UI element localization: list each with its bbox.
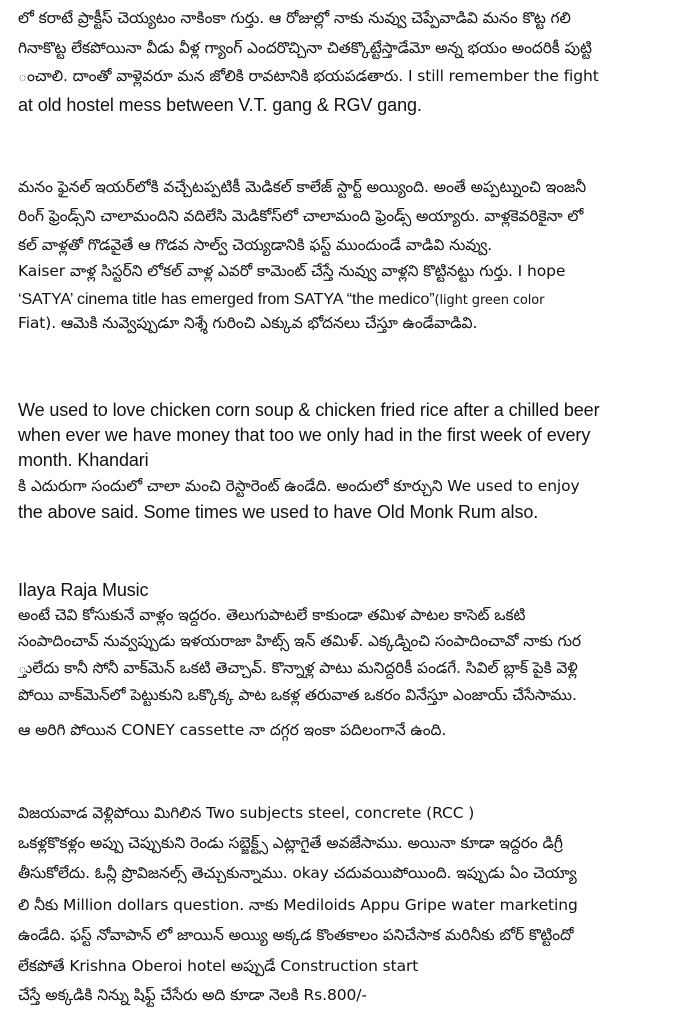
text-line: పోయి వాక్‌మెన్‌లో పెట్టుకుని ఒక్కొక్క పాట ఒకళ్ల తరువాత ఒకరం వినేస్తూ ఎంజాయ్ చేసేసాము. — [18, 686, 577, 704]
text-line: రింగ్ ఫ్రెండ్స్‌ని చాలామందిని వదిలేసి మెడికోస్‌లో చాలామంది ఫ్రెండ్స్ అయ్యారు. వాళ్లకెవరికైనా లో — [18, 207, 584, 225]
text-line: తీసుకోలేదు. ఓన్లీ ప్రొవిజనల్స్ తెచ్చుకున్నాము. okay చదువయిపోయింది. ఇప్పుడు ఏం చెయ్యా — [18, 864, 577, 882]
text-line: లేకపోతే Krishna Oberoi hotel అప్పుడే Construction start — [18, 957, 419, 975]
satya-text: ‘SATYA’ cinema title has emerged from SATYA “the medico” — [18, 291, 435, 308]
small-note: (light green color — [434, 293, 545, 308]
text-line: సంపాదించావ్ నువ్వప్పుడు ఇళయరాజా హిట్స్ ఇన్ తమిళ్. ఎక్కడ్నించి సంపాదించావో నాకు గుర — [18, 632, 581, 650]
text-line: లి నీకు Million dollars question. నాకు Mediloids Appu Gripe water marketing — [18, 896, 578, 914]
text-line: We used to love chicken corn soup & chicken fried rice after a chilled beer — [18, 400, 600, 420]
text-line: ్తులేదు కానీ సోనీ వాక్‌మెన్ ఒకటి తెచ్చావ్. కొన్నాళ్ల పాటు మనిద్దరికీ పండగే. సివిల్ బ్లాక్ పైకి వెళ్లి — [18, 659, 578, 677]
text-line: Fiat). ఆమెకి నువ్వెప్పుడూ నిశ్శే గురించి ఎక్కువ భోదనలు చేస్తూ ఉండేవాడివి. — [18, 314, 478, 332]
text-line: మనం ఫైనల్ ఇయర్‌లోకి వచ్చేటప్పటికీ మెడికల్ కాలేజ్ స్టార్ట్ అయ్యింది. అంతే అప్పట్నుంచి ఇంజనీ — [18, 178, 587, 196]
text-line: ఆ అరిగి పోయిన CONEY cassette నా దగ్గర ఇంకా పదిలంగానే ఉంది. — [18, 721, 447, 739]
text-line: when ever we have money that too we only had in the first week of every — [18, 425, 591, 445]
text-line: at old hostel mess between V.T. gang & RGV gang. — [18, 95, 422, 115]
text-line: చేస్తే అక్కడికి నిన్ను షిఫ్ట్ చేసేరు అది కూడా నెలకి Rs.800/- — [18, 986, 367, 1004]
text-line — [18, 287, 663, 313]
text-line: the above said. Some times we used to have Old Monk Rum also. — [18, 502, 539, 522]
text-line: ఒకళ్లకొకళ్లం అప్పు చెప్పుకుని రెండు సబ్జెక్ట్స్ ఎట్లాగైతే అవజేసాము. అయినా కూడా ఇద్దరం డిగ్రీ — [18, 834, 563, 852]
text-line: కల్ వాళ్లతో గొడవైతే ఆ గొడవ సాల్వ్ చెయ్యడానికి ఫస్ట్ ముందుండే వాడివి నువ్వు. — [18, 236, 493, 254]
text-line: month. Khandari — [18, 450, 149, 470]
text-line: అంటే చెవి కోసుకునే వాళ్లం ఇద్దరం. తెలుగుపాటలే కాకుండా తమిళ పాటల కాసెట్ ఒకటి — [18, 606, 526, 624]
text-line: కి ఎదురుగా సందులో చాలా మంచి రెస్టారెంట్ ఉండేది. అందులో కూర్చుని We used to enjoy — [18, 477, 580, 495]
text-line: ఉండేది. ఫస్ట్ నోవాపాన్ లో జాయిన్ అయ్యి అక్కడ కొంతకాలం పనిచేసాక మరినీకు బోర్ కొట్టిందో — [18, 926, 574, 944]
text-line: విజయవాడ వెళ్లిపోయి మిగిలిన Two subjects steel, concrete (RCC ) — [18, 804, 475, 822]
section-heading: Ilaya Raja Music — [18, 580, 149, 600]
text-line: Kaiser వాళ్ల సిస్టర్‌ని లోకల్ వాళ్ల ఎవరో కామెంట్ చేస్తే నువ్వు వాళ్లని కొట్టినట్టు గుర్తు. I hope — [18, 262, 566, 280]
text-line: గినాకొట్ట లేకపోయినా వీడు వీళ్ల గ్యాంగ్ ఎందరొచ్చినా చితక్కొట్టేస్తాడేమో అన్న భయం అందరికీ పుట్టి — [18, 39, 592, 57]
text-line: లో కరాటే ప్రాక్టీస్ చెయ్యటం నాకింకా గుర్తు. ఆ రోజుల్లో నాకు నువ్వు చెప్పేవాడివి మనం కొట్ట గలి — [18, 9, 571, 27]
text-line: ంచాలి. దాంతో వాళ్లెవరూ మన జోలికి రావటానికి భయపడతారు. I still remember the fight — [18, 67, 599, 85]
